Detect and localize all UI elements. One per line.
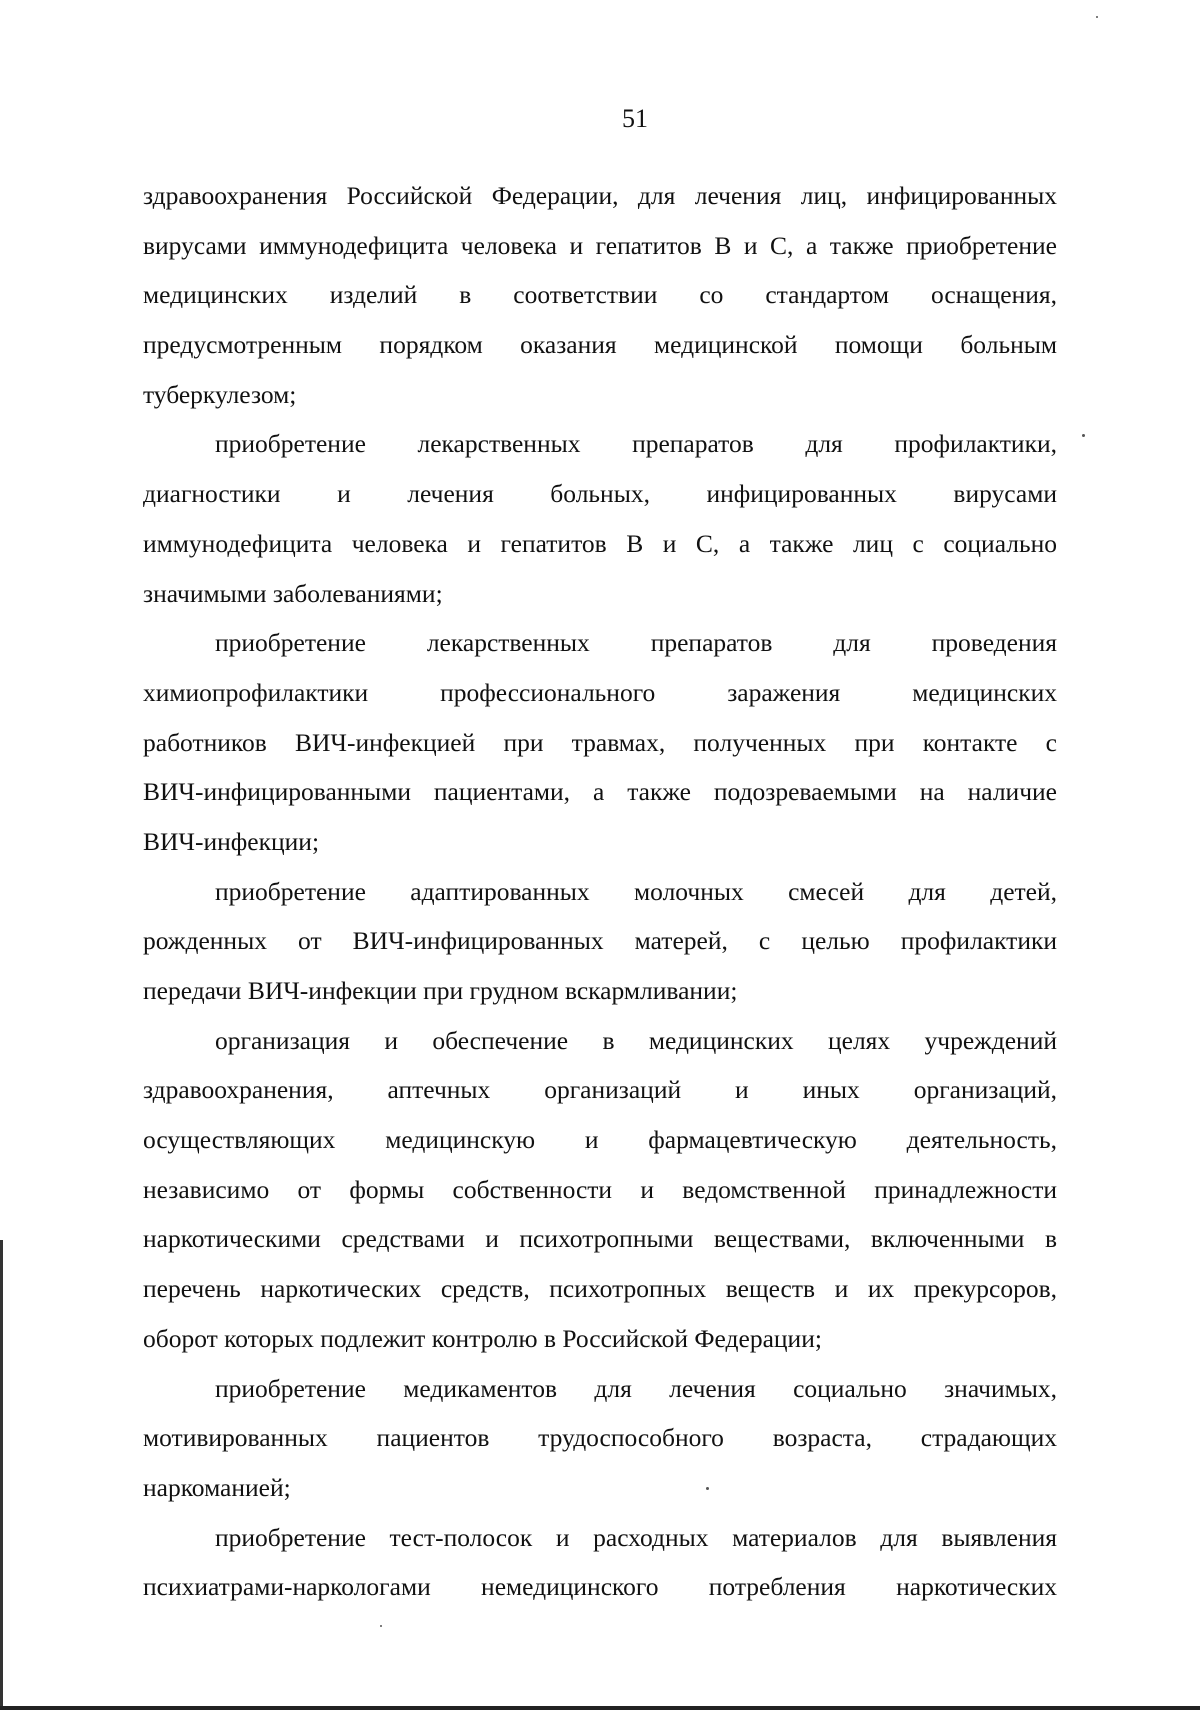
text-line: иммунодефицита человека и гепатитов B и C, а также лиц с социально [143, 528, 1057, 558]
text-line: приобретение тест-полосок и расходных материалов для выявления [215, 1522, 1057, 1552]
text-line: значимыми заболеваниями; [143, 578, 443, 608]
text-line: диагностики и лечения больных, инфицированных вирусами [143, 479, 1057, 509]
text-line: психиатрами-наркологами немедицинского потребления наркотических [143, 1572, 1057, 1602]
paragraph [143, 1513, 1057, 1612]
text-line: оборот которых подлежит контролю в Российской Федерации; [143, 1323, 822, 1353]
paragraph [143, 1016, 1057, 1364]
scan-speck [1082, 434, 1085, 437]
body-text [143, 171, 1057, 1612]
scan-speck [706, 1487, 709, 1490]
text-line: ВИЧ-инфекции; [143, 826, 320, 856]
text-line: предусмотренным порядком оказания медицинской помощи больным [143, 330, 1057, 360]
text-line: приобретение лекарственных препаратов для профилактики, [215, 429, 1057, 459]
text-line: приобретение адаптированных молочных смесей для детей, [215, 876, 1057, 906]
text-line: ВИЧ-инфицированными пациентами, а также подозреваемыми на наличие [143, 777, 1057, 807]
text-line: приобретение медикаментов для лечения социально значимых, [215, 1373, 1057, 1403]
paragraph [143, 618, 1057, 866]
scan-edge-left [0, 1240, 3, 1710]
scan-edge-bottom [0, 1706, 1200, 1710]
page-number: 51 [622, 104, 648, 133]
text-line: здравоохранения Российской Федерации, для лечения лиц, инфицированных [143, 181, 1057, 210]
text-line: туберкулезом; [143, 379, 297, 409]
text-line: вирусами иммунодефицита человека и гепатитов B и C, а также приобретение [143, 230, 1057, 260]
paragraph [143, 1364, 1057, 1513]
text-line: независимо от формы собственности и ведомственной принадлежности [143, 1174, 1057, 1204]
text-line: здравоохранения, аптечных организаций и иных организаций, [143, 1075, 1057, 1105]
scan-speck [380, 1625, 382, 1627]
text-line: приобретение лекарственных препаратов для проведения [215, 628, 1057, 658]
text-line: осуществляющих медицинскую и фармацевтическую деятельность, [143, 1125, 1057, 1155]
text-line: передачи ВИЧ-инфекции при грудном вскармливании; [143, 976, 738, 1005]
text-line: работников ВИЧ-инфекцией при травмах, полученных при контакте с [143, 727, 1057, 757]
text-line: наркотическими средствами и психотропными веществами, включенными в [143, 1224, 1057, 1254]
text-line: наркоманией; [143, 1472, 291, 1502]
scan-speck [1096, 16, 1098, 18]
text-line: организация и обеспечение в медицинских целях учреждений [215, 1025, 1057, 1055]
text-line: перечень наркотических средств, психотропных веществ и их прекурсоров, [143, 1274, 1057, 1304]
text-line: рожденных от ВИЧ-инфицированных матерей, с целью профилактики [143, 926, 1057, 956]
paragraph [143, 171, 1057, 419]
text-line: мотивированных пациентов трудоспособного возраста, страдающих [143, 1423, 1057, 1453]
text-line: медицинских изделий в соответствии со стандартом оснащения, [143, 280, 1057, 310]
paragraph [143, 867, 1057, 1016]
paragraph [143, 419, 1057, 618]
text-line: химиопрофилактики профессионального заражения медицинских [143, 677, 1057, 707]
